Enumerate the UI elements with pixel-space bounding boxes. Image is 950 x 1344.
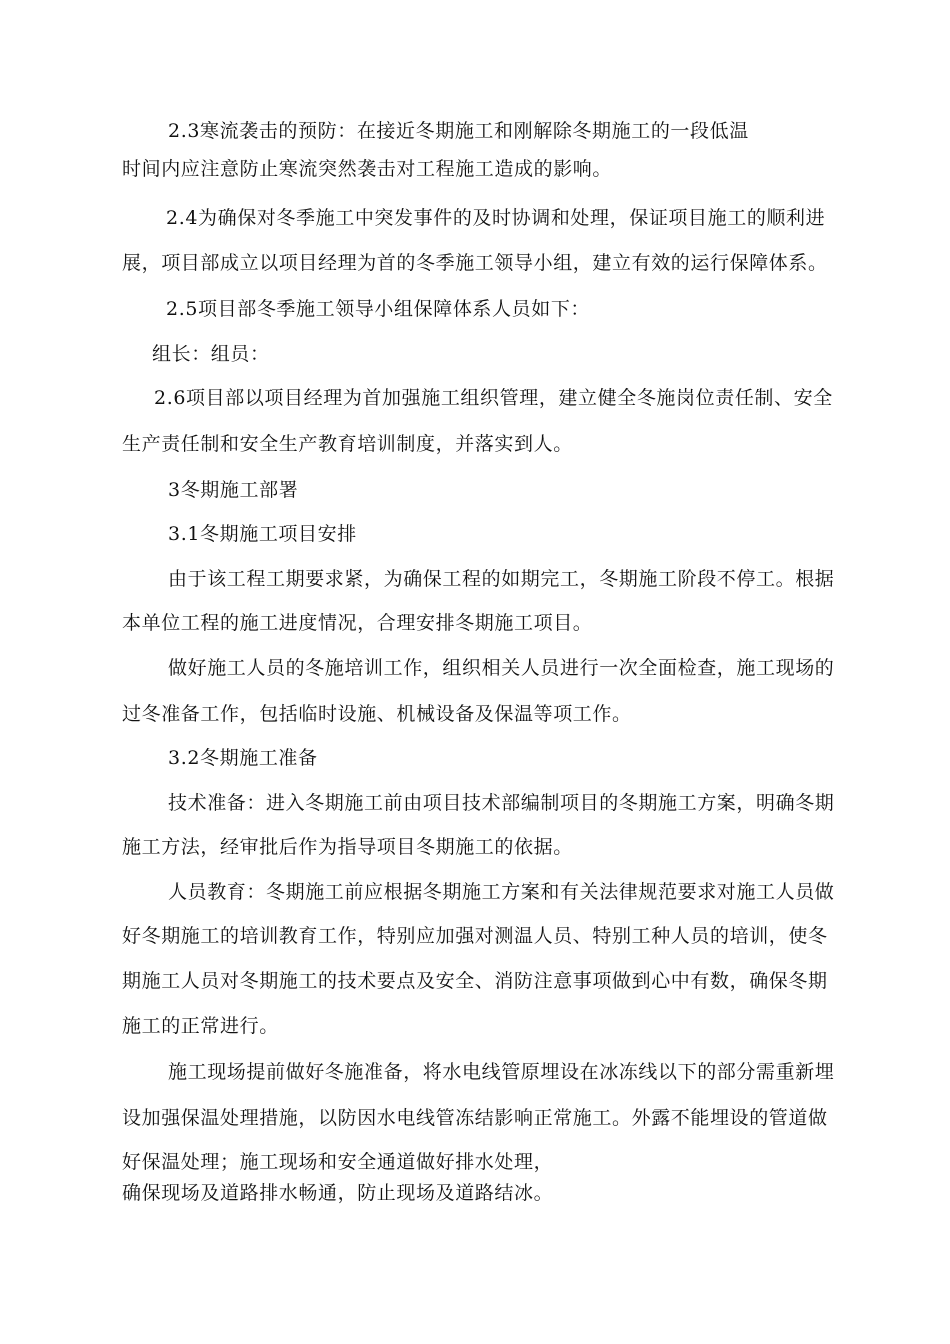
text-line: 组长：组员：: [152, 343, 270, 365]
text-line: 生产责任制和安全生产教育培训制度，并落实到人。: [122, 433, 573, 455]
text-line: 确保现场及道路排水畅通，防止现场及道路结冰。: [122, 1182, 554, 1204]
text-line: 做好施工人员的冬施培训工作，组织相关人员进行一次全面检查，施工现场的: [168, 657, 835, 679]
text-line: 施工方法，经审批后作为指导项目冬期施工的依据。: [122, 836, 573, 858]
text-line: 由于该工程工期要求紧，为确保工程的如期完工，冬期施工阶段不停工。根据: [168, 568, 835, 590]
subsection-heading: 3.1冬期施工项目安排: [168, 523, 357, 545]
text-line: 人员教育：冬期施工前应根据冬期施工方案和有关法律规范要求对施工人员做: [168, 881, 835, 903]
text-line: 本单位工程的施工进度情况，合理安排冬期施工项目。: [122, 612, 593, 634]
text-line: 好冬期施工的培训教育工作，特别应加强对测温人员、特别工种人员的培训，使冬: [122, 925, 828, 947]
text-line: 2.4为确保对冬季施工中突发事件的及时协调和处理，保证项目施工的顺利进: [166, 207, 826, 229]
text-line: 施工的正常进行。: [122, 1015, 279, 1037]
text-line: 2.6项目部以项目经理为首加强施工组织管理，建立健全冬施岗位责任制、安全: [154, 387, 833, 409]
text-line: 技术准备：进入冬期施工前由项目技术部编制项目的冬期施工方案，明确冬期: [168, 792, 835, 814]
subsection-heading: 3.2冬期施工准备: [168, 747, 318, 769]
text-line: 展，项目部成立以项目经理为首的冬季施工领导小组，建立有效的运行保障体系。: [122, 252, 828, 274]
text-line: 2.3寒流袭击的预防：在接近冬期施工和刚解除冬期施工的一段低温: [168, 120, 749, 142]
text-line: 2.5项目部冬季施工领导小组保障体系人员如下：: [166, 298, 591, 320]
text-line: 设加强保温处理措施，以防因水电线管冻结影响正常施工。外露不能埋设的管道做: [122, 1107, 828, 1129]
text-line: 好保温处理；施工现场和安全通道做好排水处理，: [122, 1151, 554, 1173]
section-heading: 3冬期施工部署: [168, 479, 299, 501]
text-line: 时间内应注意防止寒流突然袭击对工程施工造成的影响。: [122, 158, 613, 180]
text-line: 期施工人员对冬期施工的技术要点及安全、消防注意事项做到心中有数，确保冬期: [122, 970, 828, 992]
text-line: 过冬准备工作，包括临时设施、机械设备及保温等项工作。: [122, 703, 632, 725]
text-line: 施工现场提前做好冬施准备，将水电线管原埋设在冰冻线以下的部分需重新埋: [168, 1061, 835, 1083]
